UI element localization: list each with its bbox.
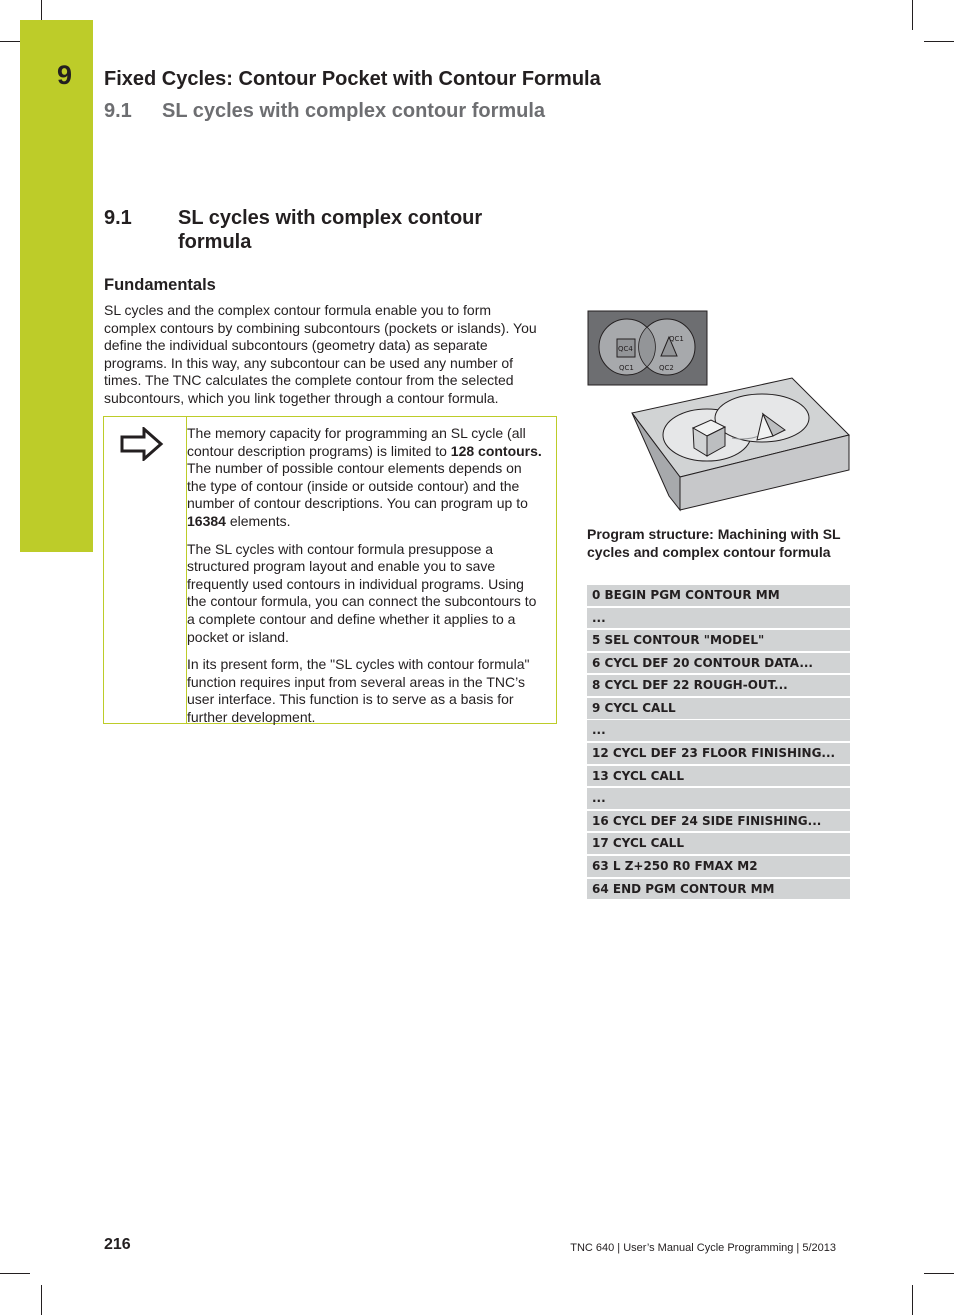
arrow-right-icon <box>120 427 164 466</box>
running-section-number: 9.1 <box>104 100 132 122</box>
intro-paragraph: SL cycles and the complex contour formula enable you to form complex contours by combining subcontours (pockets or islands). You define the individual subcontours (geometry data) as separate programs. In this way, any subcontour can be used any number of times. The TNC calculates the complete contour from the selected subcontours, which you link together through a contour formula. <box>104 302 537 406</box>
program-line: 12 CYCL DEF 23 FLOOR FINISHING... <box>587 743 850 764</box>
section-heading-title <box>178 206 518 254</box>
figure-label-qc4: QC4 <box>618 345 633 353</box>
contour-figure <box>587 310 852 520</box>
crop-mark <box>0 41 20 42</box>
program-line: ... <box>587 720 850 741</box>
crop-mark <box>924 41 954 42</box>
running-section-header <box>104 100 545 123</box>
running-section-title: SL cycles with complex contour formula <box>162 100 546 122</box>
subheading: Fundamentals <box>104 276 216 294</box>
page-number: 216 <box>104 1236 131 1253</box>
chapter-title: Fixed Cycles: Contour Pocket with Contour Formula <box>104 68 601 90</box>
program-line: 16 CYCL DEF 24 SIDE FINISHING... <box>587 811 850 832</box>
crop-mark <box>924 1273 954 1274</box>
crop-mark <box>41 1285 42 1315</box>
program-line: 5 SEL CONTOUR "MODEL" <box>587 630 850 651</box>
program-line: 63 L Z+250 R0 FMAX M2 <box>587 856 850 877</box>
note-paragraph-2: The SL cycles with contour formula presuppose a structured program layout and enable you to save frequently used contours in individual programs. Using the contour formula, you can connect the subcontours to a complete contour and define whether it applies to a pocket or island. <box>187 540 537 645</box>
figure-label-qc1-top: QC1 <box>669 335 684 343</box>
program-line: ... <box>587 608 850 629</box>
crop-mark <box>41 0 42 20</box>
figure-label-qc2: QC2 <box>659 364 674 372</box>
program-table <box>587 585 850 901</box>
crop-mark <box>912 1285 913 1315</box>
note-box <box>103 416 557 724</box>
program-caption: Program structure: Machining with SL cycles and complex contour formula <box>587 526 841 560</box>
program-line: 8 CYCL DEF 22 ROUGH-OUT... <box>587 675 850 696</box>
program-line: 9 CYCL CALL <box>587 698 850 719</box>
crop-mark <box>912 0 913 30</box>
footer-text: TNC 640 | User’s Manual Cycle Programming | 5/2013 <box>570 1242 836 1254</box>
section-heading-line2: formula <box>178 231 252 253</box>
note-box-gap <box>104 417 186 418</box>
chapter-tab <box>20 20 93 552</box>
chapter-number: 9 <box>57 60 73 90</box>
program-line: ... <box>587 788 850 809</box>
section-heading-number: 9.1 <box>104 207 132 229</box>
program-line: 64 END PGM CONTOUR MM <box>587 879 850 900</box>
note-paragraph-1: The memory capacity for programming an SL cycle (all contour description programs) is limited to 128 contours. The number of possible contour elements depends on the type of contour (inside or outside contour) and the number of contour descriptions. You can program up to 16384 elements. <box>187 425 542 529</box>
figure-label-qc1: QC1 <box>619 364 634 372</box>
section-heading-line1: SL cycles with complex contour <box>178 207 483 229</box>
note-text <box>187 425 542 737</box>
program-line: 17 CYCL CALL <box>587 833 850 854</box>
crop-mark <box>0 1273 30 1274</box>
program-line: 13 CYCL CALL <box>587 766 850 787</box>
program-line: 0 BEGIN PGM CONTOUR MM <box>587 585 850 606</box>
note-paragraph-3: In its present form, the "SL cycles with contour formula" function requires input from several areas in the TNC’s user interface. This function is to serve as a basis for further development. <box>187 656 530 725</box>
program-line: 6 CYCL DEF 20 CONTOUR DATA... <box>587 653 850 674</box>
